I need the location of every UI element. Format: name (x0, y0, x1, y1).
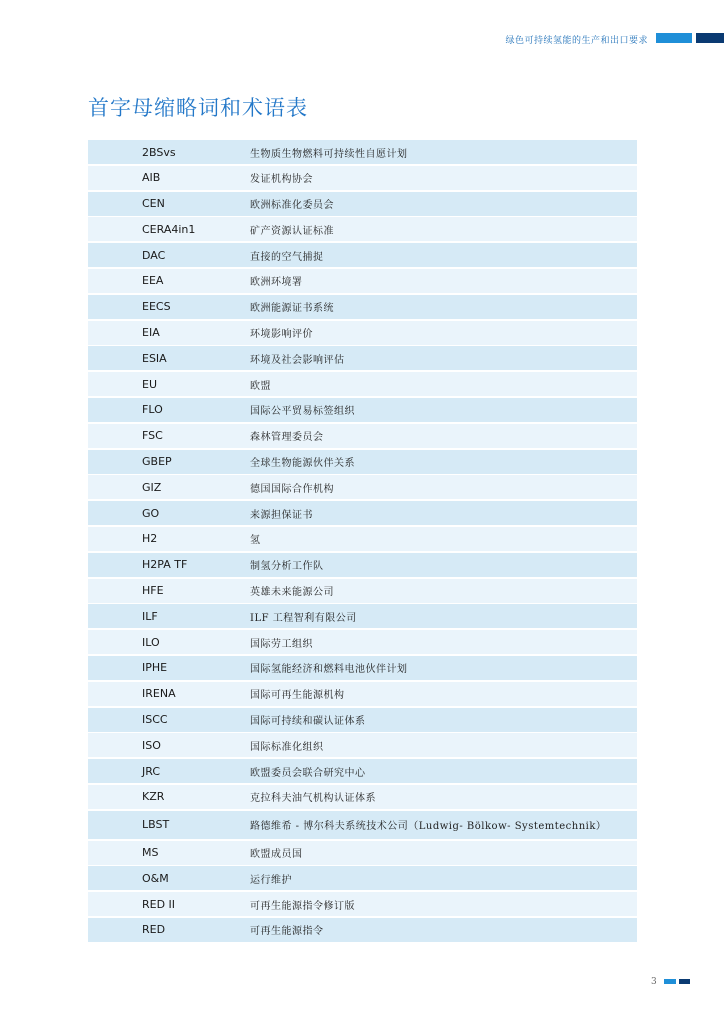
abbreviation-cell: RED (142, 923, 166, 937)
abbreviation-cell: GBEP (142, 455, 172, 469)
abbreviation-cell: 2BSvs (142, 145, 176, 159)
table-row (88, 346, 637, 370)
abbreviation-cell: CEN (142, 197, 165, 211)
term-cell: 来源担保证书 (250, 509, 313, 521)
abbreviation-cell: IRENA (142, 687, 176, 701)
abbreviation-cell: ILF (142, 609, 158, 623)
term-cell: 国际标准化组织 (250, 741, 324, 753)
page-number: 3 (651, 977, 657, 987)
term-cell: 可再生能源指令 (250, 926, 324, 938)
table-row (88, 733, 637, 757)
table-row (88, 918, 637, 942)
abbreviation-cell: HFE (142, 584, 164, 598)
abbreviation-cell: DAC (142, 248, 166, 262)
term-cell: 国际公平贸易标签组织 (250, 406, 355, 418)
table-row (88, 269, 637, 293)
abbreviation-cell: H2PA TF (142, 558, 188, 572)
term-cell: 欧洲能源证书系统 (250, 303, 334, 315)
table-row (88, 630, 637, 654)
table-row (88, 682, 637, 706)
abbreviation-cell: IPHE (142, 661, 168, 675)
table-row (88, 192, 637, 216)
abbreviation-cell: KZR (142, 790, 165, 804)
table-row (88, 892, 637, 916)
term-cell: 德国国际合作机构 (250, 483, 334, 495)
term-cell: 发证机构协会 (250, 174, 313, 186)
table-row (88, 501, 637, 525)
table-row (88, 579, 637, 603)
table-row (88, 604, 637, 628)
term-cell: 直接的空气捕捉 (250, 251, 324, 263)
abbreviation-cell: GIZ (142, 480, 162, 494)
abbreviation-cell: EU (142, 377, 158, 391)
abbreviation-cell: O&M (142, 871, 169, 885)
term-cell: 欧盟成员国 (250, 849, 303, 861)
abbreviation-cell: RED II (142, 897, 176, 911)
abbreviation-cell: MS (142, 846, 159, 860)
abbreviation-cell: AIB (142, 171, 161, 185)
table-row (88, 424, 637, 448)
table-row (88, 321, 637, 345)
table-row (88, 243, 637, 267)
table-row (88, 140, 637, 164)
term-cell: 国际可再生能源机构 (250, 690, 345, 702)
term-cell: 国际可持续和碳认证体系 (250, 716, 366, 728)
table-row (88, 527, 637, 551)
footer-accent-bar-light (664, 979, 676, 984)
table-row (88, 450, 637, 474)
table-row (88, 166, 637, 190)
abbreviation-cell: EEA (142, 274, 164, 288)
table-row (88, 372, 637, 396)
abbreviation-cell: FLO (142, 403, 163, 417)
term-cell: 生物质生物燃料可持续性自愿计划 (250, 148, 408, 160)
term-cell: 矿产资源认证标准 (250, 225, 334, 237)
page-title: 首字母缩略词和术语表 (88, 96, 308, 120)
table-row (88, 785, 637, 809)
abbreviation-cell: ILO (142, 635, 160, 649)
abbreviation-cell: EIA (142, 326, 160, 340)
term-cell: 欧洲标准化委员会 (250, 200, 334, 212)
term-cell: 英雄未来能源公司 (250, 587, 334, 599)
table-row (88, 811, 637, 839)
term-cell: 环境及社会影响评估 (250, 354, 345, 366)
term-cell: 森林管理委员会 (250, 432, 324, 444)
term-cell: 全球生物能源伙伴关系 (250, 458, 355, 470)
abbreviation-cell: LBST (142, 818, 170, 832)
footer-accent-bar-dark (679, 979, 690, 984)
term-cell: 欧盟委员会联合研究中心 (250, 767, 366, 779)
abbreviation-cell: ESIA (142, 351, 167, 365)
term-cell: 氢 (250, 535, 261, 547)
table-row (88, 475, 637, 499)
table-row (88, 295, 637, 319)
term-cell: 欧盟 (250, 380, 271, 392)
glossary-table (88, 140, 637, 944)
term-cell: 环境影响评价 (250, 329, 313, 341)
term-cell: 欧洲环境署 (250, 277, 303, 289)
table-row (88, 866, 637, 890)
running-header: 绿色可持续氢能的生产和出口要求 (505, 36, 648, 46)
abbreviation-cell: EECS (142, 300, 171, 314)
table-row (88, 708, 637, 732)
term-cell: 国际氢能经济和燃料电池伙伴计划 (250, 664, 408, 676)
abbreviation-cell: ISO (142, 738, 161, 752)
table-row (88, 841, 637, 865)
table-row (88, 759, 637, 783)
term-cell: 国际劳工组织 (250, 638, 313, 650)
term-cell: 路德维希 - 博尔科夫系统技术公司（Ludwig- Bölkow- Systemtechnik） (250, 821, 607, 833)
abbreviation-cell: H2 (142, 532, 158, 546)
table-row (88, 398, 637, 422)
term-cell: 可再生能源指令修订版 (250, 900, 355, 912)
table-row (88, 217, 637, 241)
table-row (88, 656, 637, 680)
abbreviation-cell: FSC (142, 429, 163, 443)
abbreviation-cell: GO (142, 506, 160, 520)
term-cell: 制氢分析工作队 (250, 561, 324, 573)
header-accent-bar-dark (696, 33, 724, 43)
header-accent-bar-light (656, 33, 692, 43)
abbreviation-cell: ISCC (142, 713, 168, 727)
abbreviation-cell: CERA4in1 (142, 222, 196, 236)
abbreviation-cell: JRC (142, 764, 161, 778)
table-row (88, 553, 637, 577)
term-cell: 克拉科夫油气机构认证体系 (250, 793, 376, 805)
term-cell: ILF 工程智利有限公司 (250, 612, 357, 624)
term-cell: 运行维护 (250, 874, 292, 886)
